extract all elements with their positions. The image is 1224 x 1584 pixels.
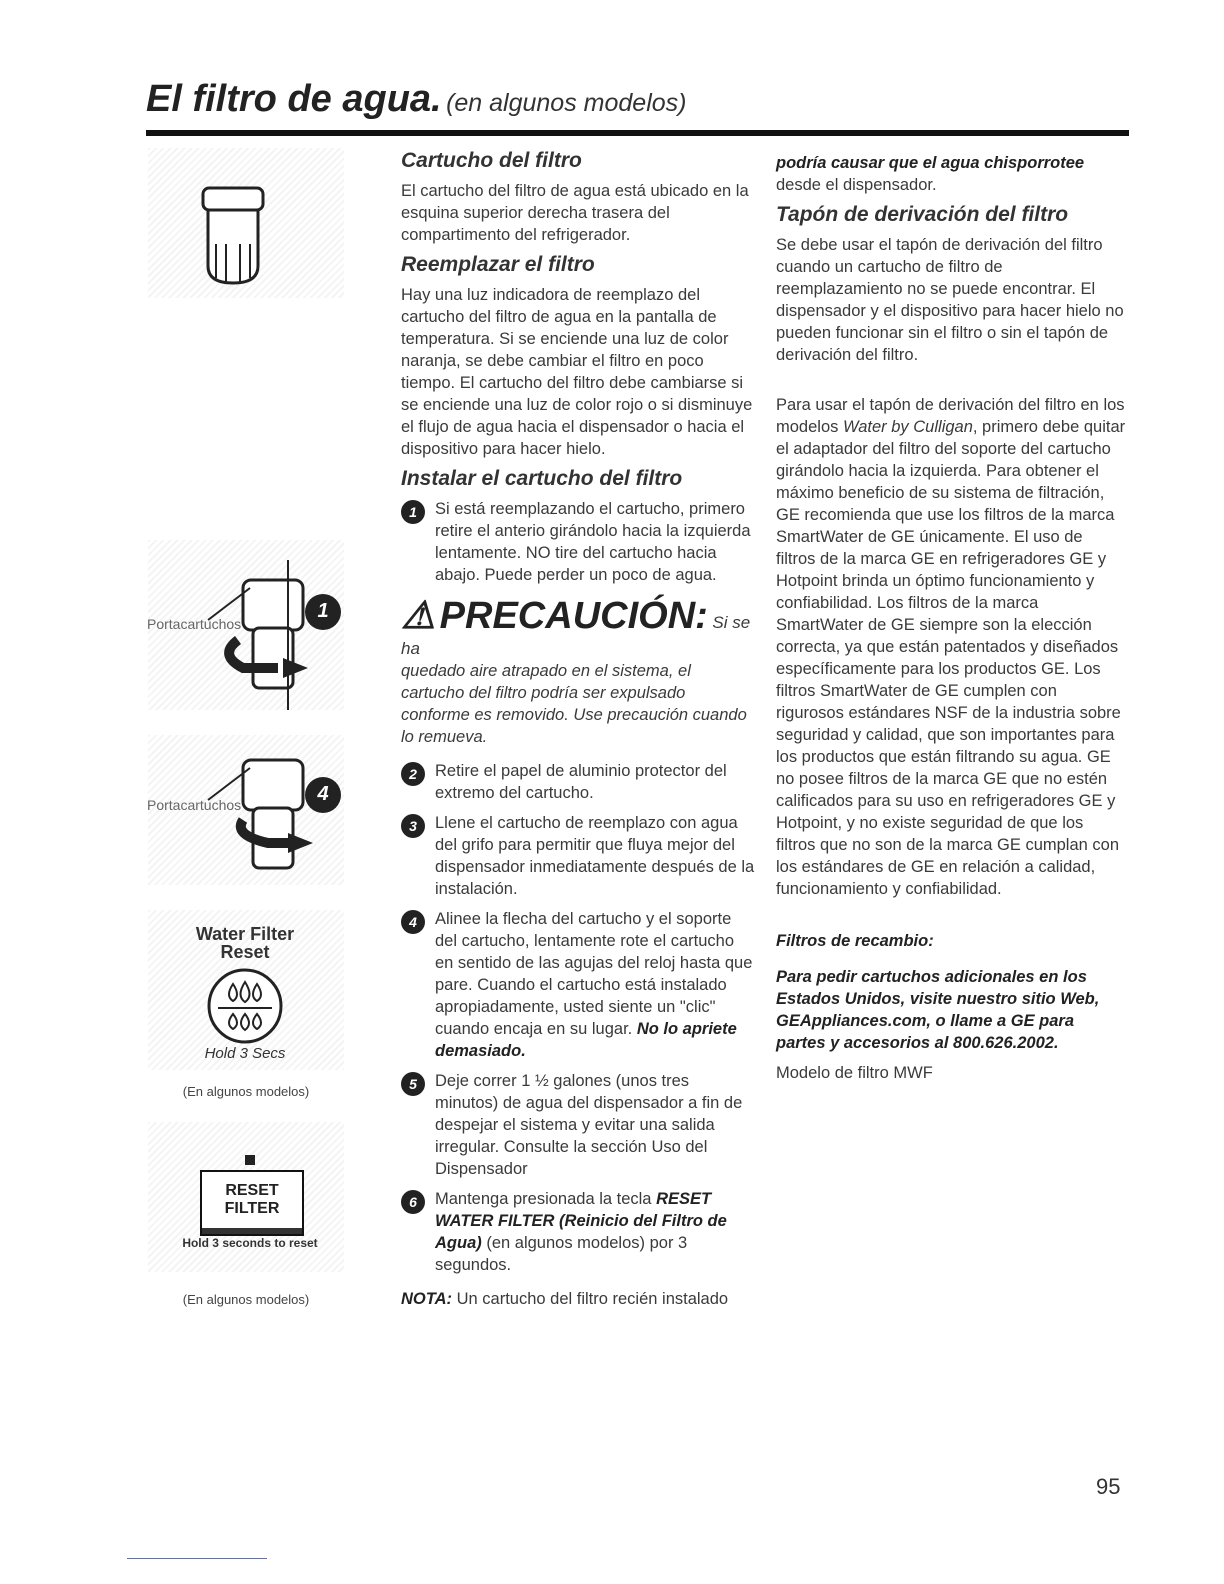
continued-bold-text: podría causar que el agua chisporrotee: [776, 154, 1085, 172]
caution-lead: Si se ha: [401, 613, 751, 658]
step-2-text: Retire el papel de aluminio protector del extremo del cartucho.: [435, 762, 727, 802]
step-1: [401, 498, 756, 586]
step-4-text: Alinee la flecha del cartucho y el soporte del cartucho, lentamente rote el cartucho en sentido de las agujas del reloj hasta que pare. Cuando el cartucho está instalado apropiadamente, usted siente un "clic" cuando encaja en su lugar.: [435, 910, 753, 1038]
page-header: [146, 78, 686, 121]
right-column: [776, 152, 1126, 1092]
step-5: [401, 1070, 756, 1180]
nota-text: Un cartucho del filtro recién instalado: [456, 1290, 729, 1308]
nota-label: NOTA:: [401, 1290, 453, 1308]
heading-filtros-recambio: Filtros de recambio:: [776, 932, 934, 950]
step-6-number-icon: 6: [401, 1190, 425, 1214]
step-3: [401, 812, 756, 900]
step-badge-1: 1: [317, 600, 329, 622]
paragraph-tapon-1: Se debe usar el tapón de derivación del filtro cuando un cartucho de filtro de reemplazamiento no se puede encontrar. El dispensador y el dispositivo para hacer hielo no pueden funcionar sin el filtro o sin el tapón de derivación del filtro.: [776, 236, 1124, 364]
page-number: 95: [1096, 1474, 1121, 1499]
portacartuchos-label-2: Portacartuchos: [147, 797, 242, 813]
caution-title: PRECAUCIÓN:: [439, 595, 708, 637]
filter-cartridge-figure: [148, 148, 344, 298]
step-1-number-icon: 1: [401, 500, 425, 524]
culligan-brand: Water by Culligan: [842, 418, 973, 436]
step-6-key-name: RESET WATER FILTER (Reinicio del Filtro de Agua): [435, 1190, 727, 1252]
water-drops-icon: [200, 968, 290, 1048]
filter-cartridge-icon: [148, 148, 344, 298]
step-4-warning: No lo apriete demasiado.: [435, 1020, 737, 1060]
caption-algunos-modelos-2: (En algunos modelos): [182, 1292, 310, 1307]
paragraph-pedir-cartuchos: Para pedir cartuchos adicionales en los Estados Unidos, visite nuestro sitio Web, GEAppliances.com, o llame a GE para partes y accesorios al 800.626.2002.: [776, 968, 1100, 1052]
step-3-number-icon: 3: [401, 814, 425, 838]
paragraph-cartucho: El cartucho del filtro de agua está ubicado en la esquina superior derecha trasera del compartimento del refrigerador.: [401, 182, 749, 244]
footer-line: [127, 1558, 267, 1559]
middle-column: [401, 150, 756, 1318]
step-3-text: Llene el cartucho de reemplazo con agua del grifo para permitir que fluya mejor del dispensador inmediatamente después de la instalación.: [435, 814, 755, 898]
nota-paragraph: [401, 1288, 756, 1310]
continued-text: desde el dispensador.: [776, 176, 937, 194]
step-6: [401, 1188, 756, 1276]
reset-label-line1: RESET: [225, 1182, 279, 1199]
install-cartridge-figure: [148, 735, 344, 885]
reset-filter-label: [202, 1182, 302, 1218]
step-6-text-a: Mantenga presionada la tecla: [435, 1190, 652, 1208]
reset-label-line2: FILTER: [224, 1200, 280, 1217]
paragraph-tapon-2: [776, 394, 1126, 900]
caption-algunos-modelos-1: (En algunos modelos): [182, 1084, 310, 1099]
step-6-text-c: (en algunos modelos) por 3 segundos.: [435, 1234, 688, 1274]
caution-body: quedado aire atrapado en el sistema, el cartucho del filtro podría ser expulsado conforme es removido. Use precaución cuando lo remueva.: [401, 662, 747, 746]
hold-3-secs-text: Hold 3 Secs: [204, 1045, 286, 1062]
modelo-filtro: Modelo de filtro MWF: [776, 1064, 933, 1082]
water-filter-title-line2: Reset: [220, 942, 270, 962]
hold-3-seconds-text: Hold 3 seconds to reset: [182, 1236, 318, 1250]
page-title: El filtro de agua.: [146, 78, 442, 120]
step-5-number-icon: 5: [401, 1072, 425, 1096]
remove-cartridge-figure: [148, 540, 344, 710]
step-badge-4: 4: [317, 783, 329, 805]
portacartuchos-label-1: Portacartuchos: [147, 616, 242, 632]
heading-reemplazar-filtro: Reemplazar el filtro: [401, 253, 595, 276]
step-2-number-icon: 2: [401, 762, 425, 786]
heading-instalar-cartucho: Instalar el cartucho del filtro: [401, 467, 683, 490]
heading-tapon-derivacion: Tapón de derivación del filtro: [776, 203, 1069, 226]
step-2: [401, 760, 756, 804]
step-1-text: Si está reemplazando el cartucho, primero retire el anterio girándolo hacia la izquierda lentamente. NO tire del cartucho hacia abajo. Puede perder un poco de agua.: [435, 500, 751, 584]
step-4: [401, 908, 756, 1062]
paragraph-tapon-2-b: , primero debe quitar el adaptador del filtro del soporte del cartucho girándolo hacia la izquierda. Para obtener el máximo beneficio de su sistema de filtración, GE recomienda que use los filtros de la marca SmartWater de GE únicamente. El uso de filtros de la marca GE en refrigeradores GE y Hotpoint brinda un óptimo funcionamiento y confiabilidad. Los filtros de la marca SmartWater de GE siempre son la elección correcta, ya que están patentados y diseñados específicamente para los productos GE. Los filtros SmartWater de GE cumplen con rigurosos estándares NSF de la industria sobre seguridad y calidad, que son importantes para los productos que están filtrando su agua. GE no posee filtros de la marca GE que no estén calificados para su uso en refrigeradores GE y Hotpoint, y no existe seguridad de que los filtros que no son de la marca GE cumplan con los estándares de GE en relación a calidad, funcionamiento y confiabilidad.: [776, 418, 1126, 898]
water-filter-reset-title: [180, 925, 310, 961]
step-5-text: Deje correr 1 ½ galones (unos tres minutos) de agua del dispensador a fin de despejar el sistema y evitar una salida irregular. Consulte la sección Uso del Dispensador: [435, 1072, 743, 1178]
header-rule: [146, 130, 1129, 136]
paragraph-tapon-2-a: Para usar el tapón de derivación del filtro en los modelos: [776, 396, 1125, 436]
caution-block: [401, 594, 756, 748]
water-filter-title-line1: Water Filter: [195, 924, 295, 944]
reset-filter-button[interactable]: [200, 1170, 304, 1236]
paragraph-reemplazar: Hay una luz indicadora de reemplazo del cartucho del filtro de agua en la pantalla de temperatura. Si se enciende una luz de color naranja, se debe cambiar el filtro en poco tiempo. El cartucho del filtro debe cambiarse si se enciende una luz de color rojo o si disminuye el flujo de agua hacia el dispensador o hacia el dispositivo para hacer hielo.: [401, 286, 753, 458]
page-subtitle: (en algunos modelos): [446, 89, 687, 117]
reset-button-bar: [202, 1228, 302, 1234]
indicator-light-icon: [245, 1155, 255, 1165]
warning-icon: ⚠: [401, 595, 436, 637]
step-4-number-icon: 4: [401, 910, 425, 934]
heading-cartucho-del-filtro: Cartucho del filtro: [401, 149, 582, 172]
